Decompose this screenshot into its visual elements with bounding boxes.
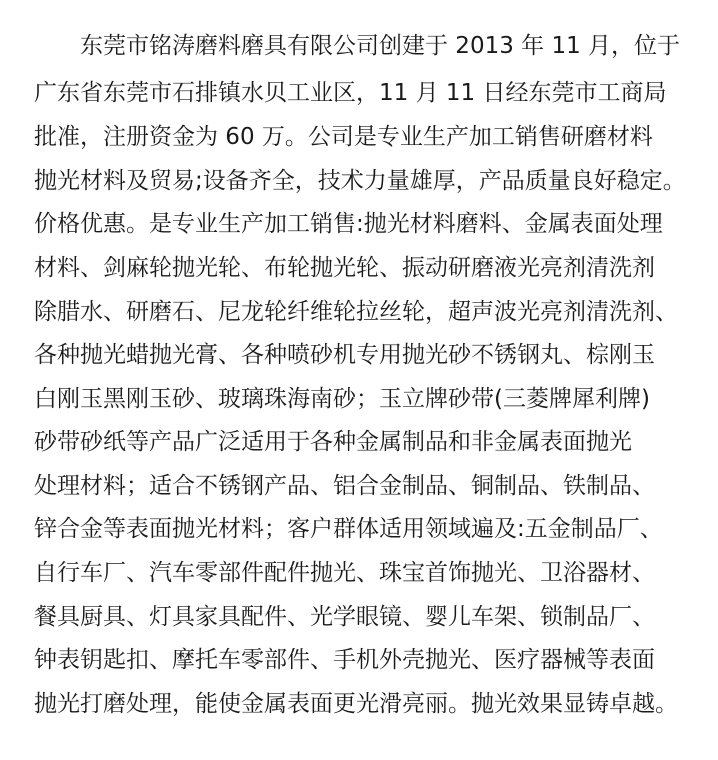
paragraph-line-13: 自行车厂、汽车零部件配件抛光、珠宝首饰抛光、卫浴器材、 — [34, 560, 655, 586]
paragraph-line-15: 钟表钥匙扣、摩托车零部件、手机外壳抛光、医疗器械等表面 — [34, 647, 655, 673]
paragraph-line-8: 各种抛光蜡抛光膏、各种喷砂机专用抛光砂不锈钢丸、棕刚玉 — [34, 342, 655, 368]
paragraph-line-4: 抛光材料及贸易;设备齐全，技术力量雄厚，产品质量良好稳定。 — [34, 168, 686, 194]
paragraph-line-10: 砂带砂纸等产品广泛适用于各种金属制品和非金属表面抛光 — [34, 429, 632, 455]
paragraph-line-12: 锌合金等表面抛光材料；客户群体适用领域遍及:五金制品厂、 — [34, 516, 663, 542]
paragraph-line-7: 除腊水、研磨石、尼龙轮纤维轮拉丝轮，超声波光亮剂清洗剂、 — [34, 299, 678, 325]
paragraph-line-3: 批准，注册资金为 60 万。公司是专业生产加工销售研磨材料 — [34, 124, 653, 150]
paragraph-line-11: 处理材料；适合不锈钢产品、铝合金制品、铜制品、铁制品、 — [34, 473, 655, 499]
paragraph-line-2: 广东省东莞市石排镇水贝工业区，11 月 11 日经东莞市工商局 — [34, 80, 667, 106]
paragraph-line-1: 东莞市铭涛磨料磨具有限公司创建于 2013 年 11 月，位于 — [80, 33, 681, 59]
paragraph-line-14: 餐具厨具、灯具家具配件、光学眼镜、婴儿车架、锁制品厂、 — [34, 604, 655, 630]
paragraph-line-5: 价格优惠。是专业生产加工销售:抛光材料磨料、金属表面处理 — [34, 211, 663, 237]
paragraph-line-16: 抛光打磨处理，能使金属表面更光滑亮丽。抛光效果显铸卓越。 — [34, 691, 678, 717]
paragraph-line-6: 材料、剑麻轮抛光轮、布轮抛光轮、振动研磨液光亮剂清洗剂 — [34, 255, 655, 281]
paragraph-line-9: 白刚玉黑刚玉砂、玻璃珠海南砂；玉立牌砂带(三菱牌犀利牌) — [34, 386, 650, 412]
